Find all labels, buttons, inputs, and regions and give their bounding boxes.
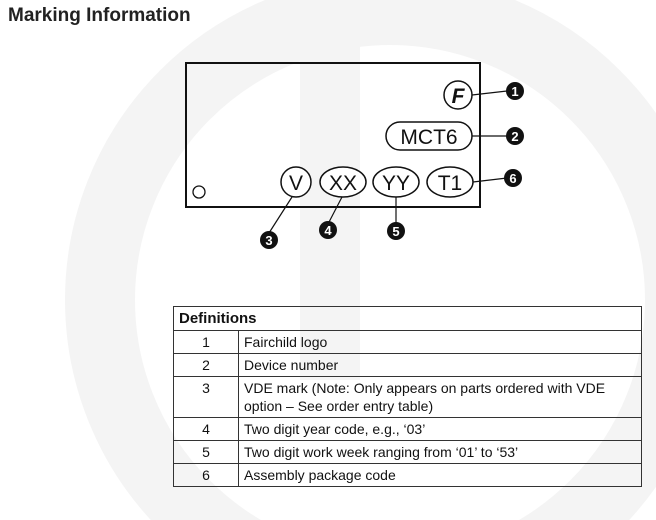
leader-6: [473, 178, 507, 182]
row-definition: VDE mark (Note: Only appears on parts ordered with VDE option – See order entry table): [239, 377, 642, 418]
callout-2: [506, 127, 524, 145]
vde-mark-text: V: [288, 172, 304, 195]
callout-3: [260, 231, 278, 249]
table-row: [174, 354, 642, 377]
row-number: 6: [174, 464, 239, 487]
svg-text:2: 2: [511, 129, 519, 144]
year-code-text: XX: [328, 172, 358, 195]
pin1-dot: [193, 186, 205, 198]
table-row: [174, 464, 642, 487]
callout-1: [506, 82, 524, 100]
page-title: Marking Information: [8, 5, 191, 26]
definitions-table: [173, 306, 642, 487]
callout-5: [387, 222, 405, 240]
svg-text:1: 1: [511, 84, 519, 99]
definitions-header: Definitions: [174, 307, 642, 331]
row-number: 4: [174, 418, 239, 441]
leader-4: [328, 197, 342, 224]
svg-text:5: 5: [392, 224, 400, 239]
device-number-text: MCT6: [400, 126, 458, 149]
row-definition: Assembly package code: [239, 464, 642, 487]
row-definition: Two digit work week ranging from ‘01’ to ‘53’: [239, 441, 642, 464]
package-code-text: T1: [437, 172, 463, 195]
row-number: 5: [174, 441, 239, 464]
table-row: [174, 331, 642, 354]
fairchild-logo-icon: [444, 81, 472, 109]
svg-text:6: 6: [509, 171, 517, 186]
callout-6: [504, 169, 522, 187]
row-number: 1: [174, 331, 239, 354]
week-code-text: YY: [381, 172, 411, 195]
row-number: 3: [174, 377, 239, 418]
table-row: [174, 377, 642, 418]
row-definition: Two digit year code, e.g., ‘03’: [239, 418, 642, 441]
table-row: [174, 441, 642, 464]
leader-3: [269, 197, 292, 233]
svg-text:4: 4: [324, 223, 332, 238]
callout-4: [319, 221, 337, 239]
svg-text:F: F: [451, 85, 465, 108]
row-definition: Fairchild logo: [239, 331, 642, 354]
row-definition: Device number: [239, 354, 642, 377]
table-row: [174, 418, 642, 441]
row-number: 2: [174, 354, 239, 377]
svg-text:3: 3: [265, 233, 273, 248]
leader-1: [472, 91, 507, 95]
